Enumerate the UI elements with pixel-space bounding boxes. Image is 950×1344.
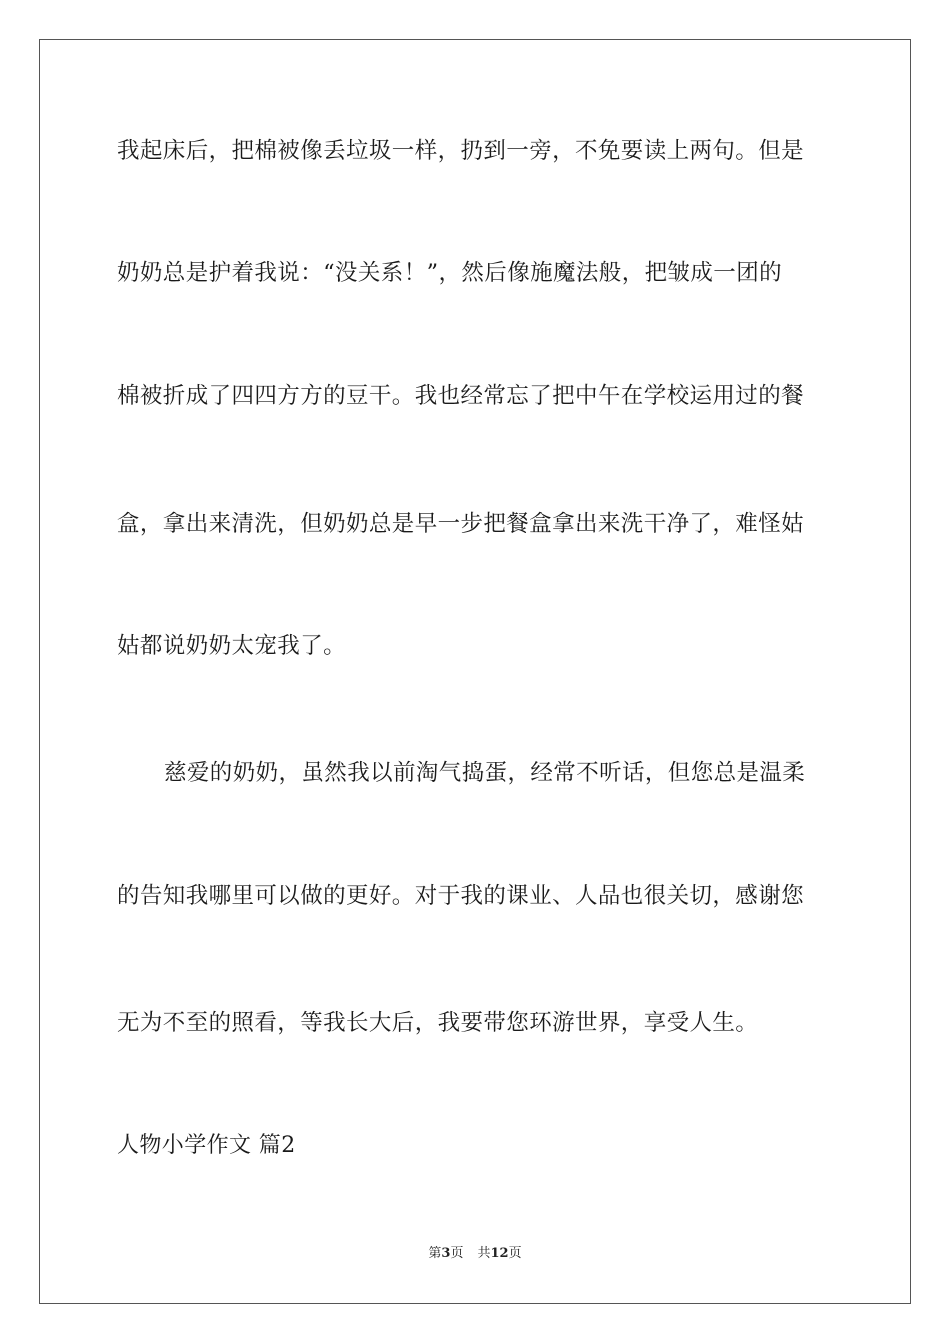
total-prefix: 共 (477, 1246, 491, 1261)
total-pages-number: 12 (490, 1246, 509, 1261)
paragraph2-line-1: 慈爱的奶奶，虽然我以前淘气捣蛋，经常不听话，但您总是温柔 (164, 760, 806, 786)
paragraph2-line-3: 无为不至的照看，等我长大后，我要带您环游世界，享受人生。 (117, 1010, 759, 1036)
total-suffix: 页 (508, 1246, 522, 1261)
paragraph1-line-4: 盒，拿出来清洗，但奶奶总是早一步把餐盒拿出来洗干净了，难怪姑 (117, 511, 805, 537)
page-footer (0, 1245, 950, 1263)
page-border (39, 39, 911, 1304)
page-suffix: 页 (450, 1246, 464, 1261)
paragraph1-line-1: 我起床后，把棉被像丢垃圾一样，扔到一旁，不免要读上两句。但是 (117, 138, 805, 164)
paragraph2-line-2: 的告知我哪里可以做的更好。对于我的课业、人品也很关切，感谢您 (117, 883, 805, 909)
section-heading: 人物小学作文 篇2 (117, 1133, 296, 1158)
page-prefix: 第 (428, 1246, 442, 1261)
paragraph1-line-3: 棉被折成了四四方方的豆干。我也经常忘了把中午在学校运用过的餐 (117, 383, 805, 409)
paragraph1-line-5: 姑都说奶奶太宠我了。 (117, 633, 347, 659)
current-page-number: 3 (441, 1246, 451, 1261)
paragraph1-line-2: 奶奶总是护着我说：“没关系！”，然后像施魔法般，把皱成一团的 (117, 260, 783, 286)
